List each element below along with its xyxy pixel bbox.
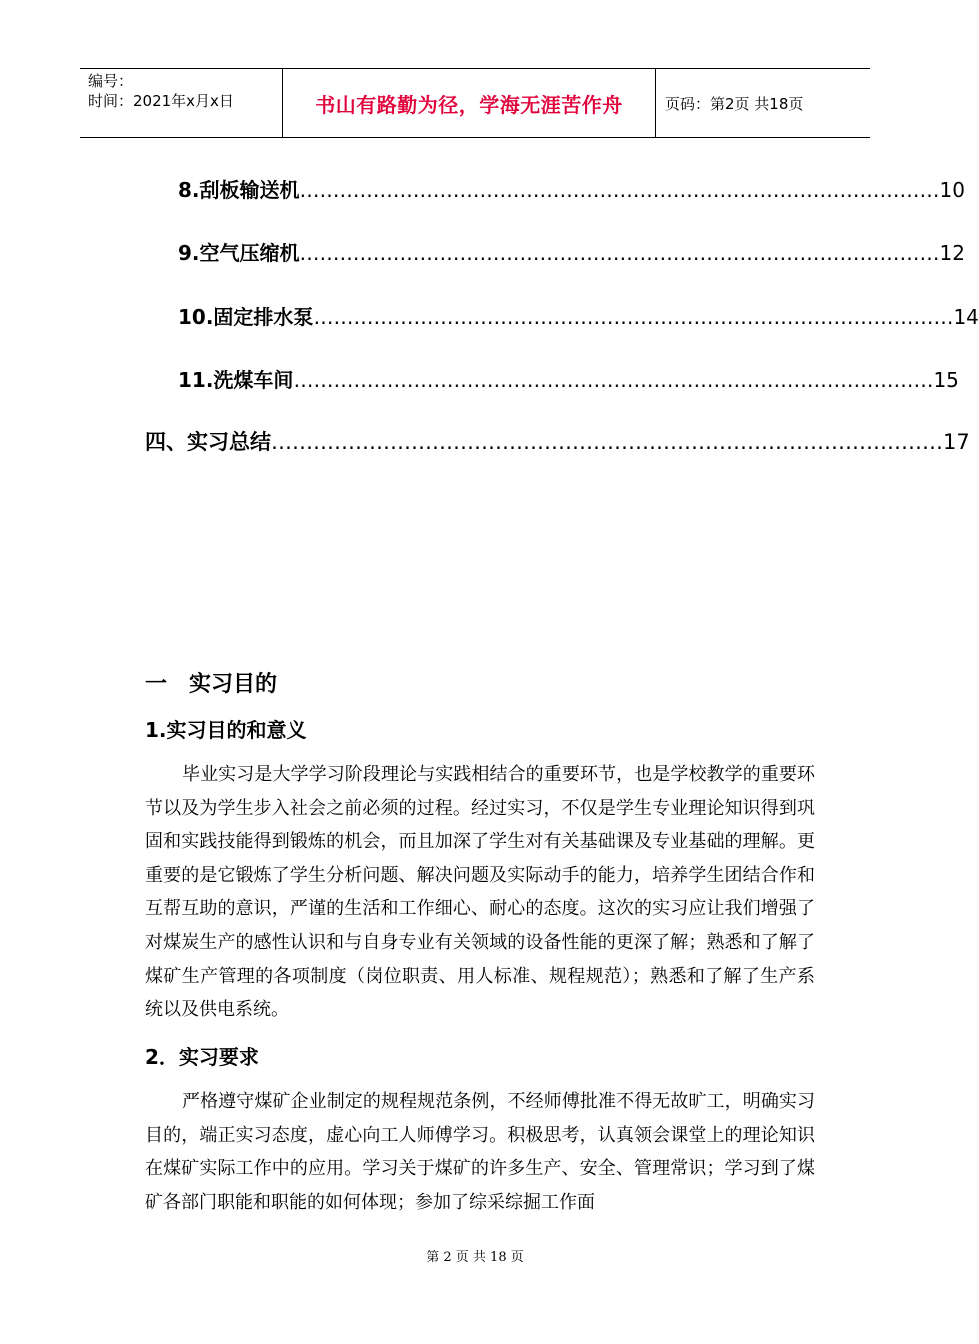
subsection-heading: 2．实习要求 xyxy=(145,1045,259,1069)
toc-title: 四、实习总结 xyxy=(145,430,271,454)
toc-page: 12 xyxy=(939,241,965,265)
toc-page: 15 xyxy=(933,368,959,392)
page-footer: 第 2 页 共 18 页 xyxy=(426,1250,524,1265)
header-motto-cell xyxy=(282,69,656,137)
toc-entry[interactable] xyxy=(145,426,970,456)
toc-entry[interactable] xyxy=(178,301,979,331)
toc-leader: …………………………………………………………………………………… xyxy=(299,241,940,265)
toc-title: 9.空气压缩机 xyxy=(178,241,300,265)
toc-page: 17 xyxy=(943,430,970,454)
toc-entry[interactable] xyxy=(178,174,965,204)
toc-leader: …………………………………………………………………………………… xyxy=(299,178,940,202)
toc-title: 11.洗煤车间 xyxy=(178,368,294,392)
toc-page: 14 xyxy=(953,305,979,329)
subsection-heading: 1.实习目的和意义 xyxy=(145,718,307,742)
toc-title: 8.刮板输送机 xyxy=(178,178,300,202)
toc-leader: …………………………………………………………………………………… xyxy=(313,305,954,329)
toc-leader: …………………………………………………………………………………… xyxy=(293,368,934,392)
header-motto: 书山有路勤为径，学海无涯苦作舟 xyxy=(315,92,623,117)
toc-leader: …………………………………………………………………………………… xyxy=(271,430,943,454)
header-meta xyxy=(80,69,290,137)
paragraph: 毕业实习是大学学习阶段理论与实践相结合的重要环节，也是学校教学的重要环节以及为学生步入社会之前必须的过程。经过实习，不仅是学生专业理论知识得到巩固和实践技能得到锻炼的机会，而且加深了学生对有关基础课及专业基础的理解。更重要的是它锻炼了学生分析问题、解决问题及实际动手的能力，培养学生团结合作和互帮互助的意识，严谨的生活和工作细心、耐心的态度。这次的实习应让我们增强了对煤炭生产的感性认识和与自身专业有关领域的设备性能的更深了解；熟悉和了解了煤矿生产管理的各项制度（岗位职责、用人标准、规程规范）；熟悉和了解了生产系统以及供电系统。 xyxy=(145,764,815,1021)
paragraph: 严格遵守煤矿企业制定的规程规范条例，不经师傅批准不得无故旷工，明确实习目的，端正实习态度，虚心向工人师傅学习。积极思考，认真领会课堂上的理论知识在煤矿实际工作中的应用。学习关于煤矿的许多生产、安全、管理常识；学习到了煤矿各部门职能和职能的如何体现；参加了综采综掘工作面 xyxy=(145,1091,815,1213)
toc-entry[interactable] xyxy=(178,237,965,267)
section-heading: 一 实习目的 xyxy=(145,672,278,697)
header-time: 时间：2021年x月x日 xyxy=(88,92,234,110)
toc-entry[interactable] xyxy=(178,364,959,394)
toc-title: 10.固定排水泵 xyxy=(178,305,314,329)
header-number: 编号： xyxy=(88,72,134,90)
header-page-info: 页码：第2页 共18页 xyxy=(665,94,804,113)
page-header xyxy=(80,68,870,138)
toc-page: 10 xyxy=(939,178,965,202)
